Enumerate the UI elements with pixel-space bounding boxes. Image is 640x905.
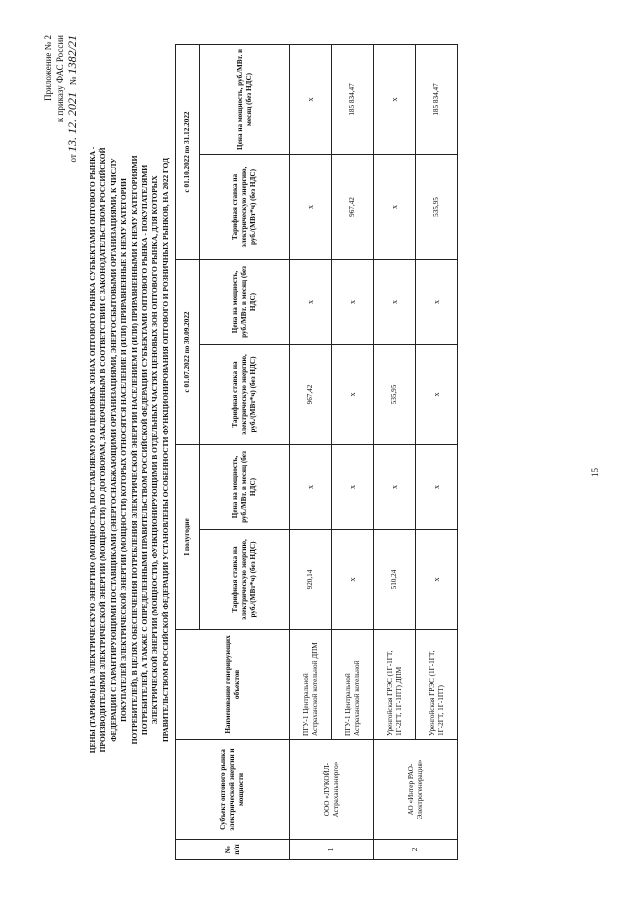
cell-p1-rate: х — [416, 530, 458, 630]
document-title: ЦЕНЫ (ТАРИФЫ) НА ЭЛЕКТРИЧЕСКУЮ ЭНЕРГИЮ (МОЩНОСТЬ), ПОСТАВЛЯЕМУЮ В ЦЕНОВЫХ ЗОНАХ ОПТОВОГО РЫНКА СУБЪЕКТАМИ ОПТОВОГО РЫНКА - ПРОИЗВОДИТЕЛЯМИ ЭЛЕКТРИЧЕСКОЙ ЭНЕРГИИ (МОЩНОСТИ) ПО ДОГОВОРАМ, ЗАКЛЮЧЕННЫМ В СООТВЕТСТВИИ С ЗАКОНОДАТЕЛЬСТВОМ РОССИЙСКОЙ ФЕДЕРАЦИИ С ГАРАНТИРУЮЩИМИ ПОСТАВЩИКАМИ (ЭНЕРГОСНАБЖАЮЩИМИ ОРГАНИЗАЦИЯМИ, ЭНЕРГОСБЫТОВЫМИ ОРГАНИЗАЦИЯМИ, К ЧИСЛУ ПОКУПАТЕЛЕЙ ЭЛЕКТРИЧЕСКОЙ ЭНЕРГИИ (МОЩНОСТИ) КОТОРЫХ ОТНОСЯТСЯ НАСЕЛЕНИЕ И (ИЛИ) ПРИРАВНЕННЫЕ К НЕМУ КАТЕГОРИИ ПОТРЕБИТЕЛЕЙ), В ЦЕЛЯХ ОБЕСПЕЧЕНИЯ ПОТРЕБЛЕНИЯ ЭЛЕКТРИЧЕСКОЙ ЭНЕРГИИ НАСЕЛЕНИЕМ И (ИЛИ) ПРИРАВНЕННЫМИ К НЕМУ КАТЕГОРИЯМИ ПОТРЕБИТЕЛЕЙ, А ТАКЖЕ С ОПРЕДЕЛЕННЫМИ ПРАВИТЕЛЬСТВОМ РОССИЙСКОЙ ФЕДЕРАЦИИ СУБЪЕКТАМИ ОПТОВОГО РЫНКА - ПОКУПАТЕЛЯМИ ЭЛЕКТРИЧЕСКОЙ ЭНЕРГИИ (МОЩНОСТИ), ФУНКЦИОНИРУЮЩИМИ В ОТДЕЛЬНЫХ ЧАСТЯХ ЦЕНОВЫХ ЗОН ОПТОВОГО РЫНКА, ДЛЯ КОТОРЫХ ПРАВИТЕЛЬСТВОМ РОССИЙСКОЙ ФЕДЕРАЦИИ УСТАНОВЛЕНЫ ОСОБЕННОСТИ ФУНКЦИОНИРОВАНИЯ ОПТОВОГО И РОЗНИЧНЫХ РЫНКОВ, НА 2022 ГОД — [88, 146, 170, 754]
appendix-date-line — [66, 35, 79, 215]
header-p1-rate: Тарифная ставка на электрическую энергию, руб./(МВт*ч) (без НДС) — [200, 530, 290, 630]
row-object: ПГУ-1 Центральной Астраханской котельной ДПМ — [290, 630, 332, 740]
cell-p3-price: х — [290, 44, 332, 154]
cell-p2-rate: х — [416, 345, 458, 445]
header-p1-price: Цена на мощность, руб./МВт. в месяц (без НДС) — [200, 445, 290, 530]
cell-p2-rate: х — [332, 345, 374, 445]
header-p3-price: Цена на мощность, руб./МВт. в месяц (без НДС) — [200, 44, 290, 154]
cell-p1-price: х — [290, 445, 332, 530]
header-p3-rate: Тарифная ставка на электрическую энергию, руб./(МВт*ч) (без НДС) — [200, 154, 290, 259]
cell-p3-rate: х — [290, 154, 332, 259]
row-subject: ООО «ЛУКОЙЛ-Астраханьэнерго» — [290, 740, 374, 840]
cell-p2-price: х — [290, 259, 332, 344]
header-period-1: I полугодие — [176, 445, 200, 630]
cell-p2-rate: 967,42 — [290, 345, 332, 445]
cell-p1-rate: х — [332, 530, 374, 630]
row-subject: АО «Интер РАО-Электрогенерация» — [374, 740, 458, 840]
table-row — [374, 44, 416, 859]
from-label: от — [68, 154, 78, 163]
row-object: Уренгойская ГРЭС (1Г-1ГТ, 1Г-2ГТ, 1Г-1ПТ) — [416, 630, 458, 740]
header-p2-rate: Тарифная ставка на электрическую энергию, руб./(МВт*ч) (без НДС) — [200, 345, 290, 445]
row-num: 1 — [290, 840, 374, 860]
appendix-block — [42, 35, 79, 215]
cell-p3-price: 185 834,47 — [416, 44, 458, 154]
cell-p2-rate: 535,95 — [374, 345, 416, 445]
cell-p2-price: х — [332, 259, 374, 344]
number-label: № — [68, 76, 78, 86]
cell-p1-price: х — [416, 445, 458, 530]
table-row — [332, 44, 374, 859]
header-subject: Субъект оптового рынка электрической энергии и мощности — [176, 740, 290, 840]
appendix-order: к приказу ФАС России — [55, 35, 65, 123]
page-number: 15 — [590, 468, 600, 477]
cell-p3-rate: 535,95 — [416, 154, 458, 259]
header-period-2: с 01.07.2022 по 30.09.2022 — [176, 259, 200, 444]
cell-p3-rate: 967,42 — [332, 154, 374, 259]
cell-p1-rate: 920,14 — [290, 530, 332, 630]
appendix-title: Приложение № 2 — [43, 35, 53, 101]
cell-p1-price: х — [332, 445, 374, 530]
header-period-3: с 01.10.2022 по 31.12.2022 — [176, 44, 200, 259]
row-object: Уренгойская ГРЭС (1Г-1ГТ, 1Г-2ГТ, 1Г-1ПТ) ДПМ — [374, 630, 416, 740]
row-object: ПГУ-1 Центральной Астраханской котельной — [332, 630, 374, 740]
tariff-table — [175, 44, 458, 860]
cell-p3-rate: х — [374, 154, 416, 259]
header-num: № п/п — [176, 840, 290, 860]
cell-p1-rate: 510,24 — [374, 530, 416, 630]
cell-p3-price: 185 834,47 — [332, 44, 374, 154]
header-generating: Наименование генерирующих объектов — [176, 630, 290, 740]
header-p2-price: Цена на мощность, руб./МВт. в месяц (без НДС) — [200, 259, 290, 344]
cell-p2-price: х — [416, 259, 458, 344]
row-num: 2 — [374, 840, 458, 860]
table-row — [416, 44, 458, 859]
order-number: 1382/21 — [65, 35, 79, 75]
table-row — [290, 44, 332, 859]
cell-p3-price: х — [374, 44, 416, 154]
order-date: 13. 12. 2021 — [65, 91, 79, 152]
cell-p1-price: х — [374, 445, 416, 530]
cell-p2-price: х — [374, 259, 416, 344]
